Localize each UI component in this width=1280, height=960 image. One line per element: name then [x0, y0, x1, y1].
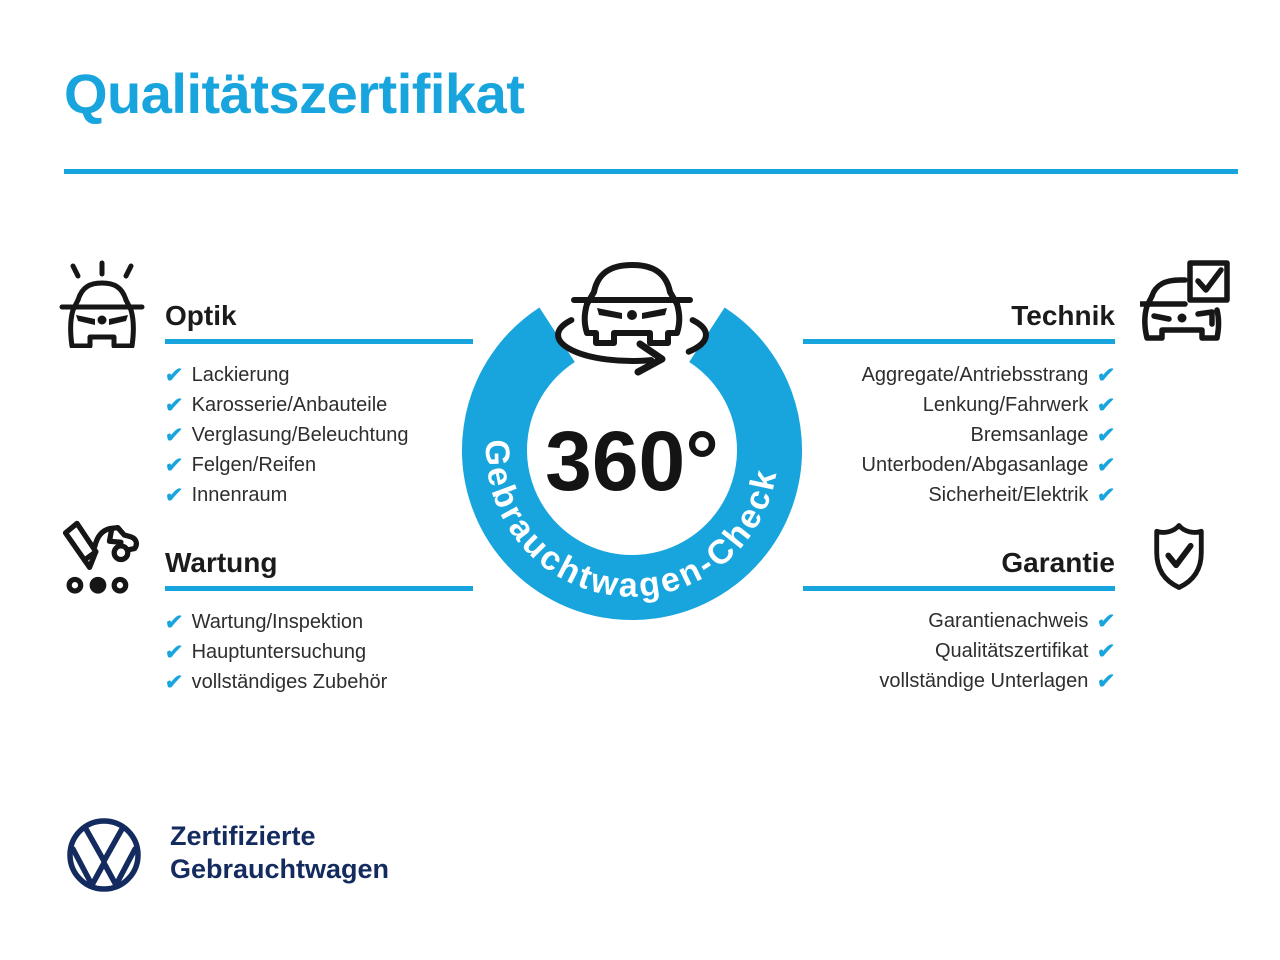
checklist-item-label: vollständige Unterlagen — [879, 669, 1089, 692]
checklist-item-label: Garantienachweis — [928, 609, 1089, 632]
checklist-item-label: Karosserie/Anbauteile — [191, 393, 388, 416]
technik-checklist — [862, 360, 1115, 510]
check-icon: ✔ — [163, 640, 184, 664]
page-title: Qualitätszertifikat — [64, 62, 525, 125]
badge-degrees: 360° — [545, 414, 719, 508]
checklist-item — [923, 390, 1115, 420]
garantie-divider — [803, 586, 1115, 591]
optik-divider — [165, 339, 473, 344]
check-icon: ✔ — [1096, 609, 1117, 633]
checklist-item — [862, 450, 1115, 480]
checklist-item — [971, 420, 1115, 450]
checklist-item — [165, 480, 408, 510]
checklist-item — [862, 360, 1115, 390]
checklist-item-label: Aggregate/Antriebsstrang — [861, 363, 1089, 386]
badge-ring-label: Gebrauchtwagen-Check — [477, 438, 785, 605]
check-icon: ✔ — [1096, 483, 1117, 507]
checklist-item — [928, 606, 1115, 636]
wartung-checklist — [165, 607, 387, 697]
wartung-divider — [165, 586, 473, 591]
check-icon: ✔ — [1096, 639, 1117, 663]
technik-divider — [803, 339, 1115, 344]
checklist-item-label: Hauptuntersuchung — [191, 640, 367, 663]
checklist-item-label: Verglasung/Beleuchtung — [191, 423, 409, 446]
check-icon: ✔ — [163, 423, 184, 447]
checklist-item — [165, 607, 387, 637]
shield-check-icon — [1148, 520, 1210, 593]
checklist-item — [165, 450, 408, 480]
section-title-optik: Optik — [165, 300, 237, 331]
check-icon: ✔ — [163, 453, 184, 477]
title-divider — [64, 169, 1238, 174]
section-title-garantie: Garantie — [1001, 547, 1115, 578]
service-checklist-icon — [57, 514, 141, 603]
footer-line1: Zertifizierte — [170, 821, 316, 851]
check-icon: ✔ — [1096, 453, 1117, 477]
checklist-item — [165, 360, 408, 390]
garantie-checklist — [879, 606, 1115, 696]
check-icon: ✔ — [163, 483, 184, 507]
check-icon: ✔ — [1096, 423, 1117, 447]
check-icon: ✔ — [163, 670, 184, 694]
checklist-item — [165, 420, 408, 450]
checklist-item-label: vollständiges Zubehör — [191, 670, 388, 693]
check-icon: ✔ — [163, 363, 184, 387]
footer-brand-text — [170, 820, 389, 886]
check-icon: ✔ — [163, 610, 184, 634]
section-title-technik: Technik — [1011, 300, 1115, 331]
check-icon: ✔ — [1096, 363, 1117, 387]
checklist-item — [165, 667, 387, 697]
check-icon: ✔ — [163, 393, 184, 417]
checklist-item-label: Bremsanlage — [970, 423, 1089, 446]
checklist-item-label: Lenkung/Fahrwerk — [922, 393, 1089, 416]
checklist-item-label: Qualitätszertifikat — [935, 639, 1089, 662]
checklist-item — [879, 666, 1115, 696]
car-checkbox-icon — [1140, 260, 1232, 344]
vw-logo-icon — [66, 817, 142, 893]
checklist-item-label: Wartung/Inspektion — [191, 610, 364, 633]
section-title-wartung: Wartung — [165, 547, 278, 578]
check-icon: ✔ — [1096, 393, 1117, 417]
checklist-item-label: Lackierung — [191, 363, 290, 386]
checklist-item — [935, 636, 1115, 666]
checklist-item — [165, 390, 408, 420]
checklist-item-label: Sicherheit/Elektrik — [928, 483, 1089, 506]
360-check-badge — [450, 238, 816, 642]
shiny-car-icon — [57, 258, 147, 348]
checklist-item — [165, 637, 387, 667]
checklist-item-label: Felgen/Reifen — [191, 453, 317, 476]
optik-checklist — [165, 360, 408, 510]
footer-line2: Gebrauchtwagen — [170, 854, 390, 884]
checklist-item — [928, 480, 1115, 510]
check-icon: ✔ — [1096, 669, 1117, 693]
checklist-item-label: Innenraum — [191, 483, 288, 506]
checklist-item-label: Unterboden/Abgasanlage — [861, 453, 1089, 476]
